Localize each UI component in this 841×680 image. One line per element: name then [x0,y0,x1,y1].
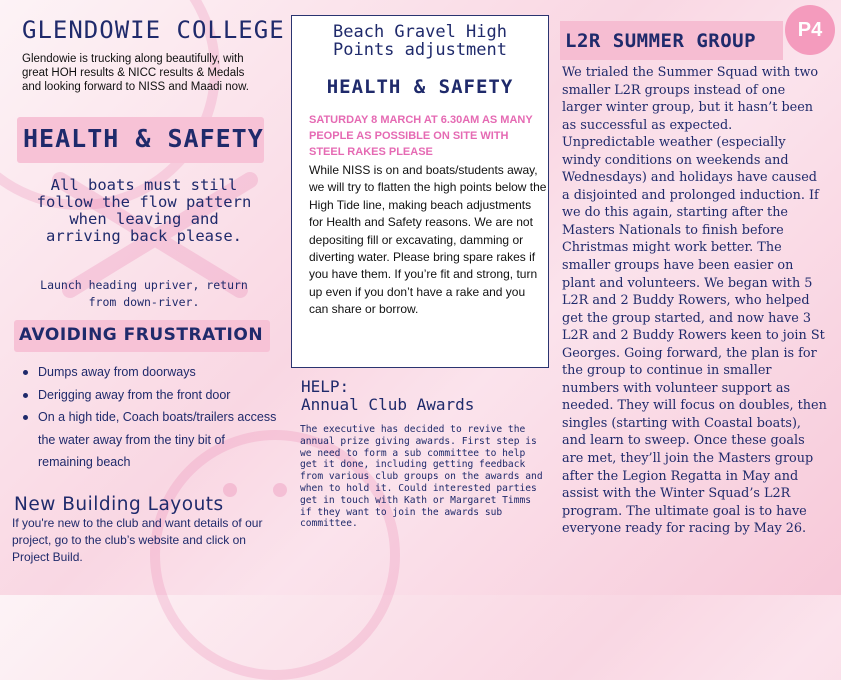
college-intro-text: Glendowie is trucking along beautifully, with great HOH results & NICC results & Medals and looking forward to NISS and Maadi now. [22,53,249,93]
health-safety-heading-center: HEALTH & SAFETY [326,76,514,98]
awards-title: Annual Club Awards [301,395,475,414]
frustration-list [20,361,282,474]
help-awards-heading [301,378,474,414]
launch-direction-notice: Launch heading upriver, return from down-river. [40,278,248,309]
l2r-heading: L2R SUMMER GROUP [565,30,757,52]
gravel-adjustment-text: While NISS is on and boats/students away, we will try to flatten the high points below the High Tide line, making beach adjustments for Health and Safety reasons. We are not depositing fill or excavating, damming or diverting water. Please bring spare rakes if you have them. If you’re fit and strong, turn up even if you don’t have a rake and you can share or borrow. [309,163,547,317]
avoiding-frustration-heading: AVOIDING FRUSTRATION [19,325,264,345]
awards-text: The executive has decided to revive the annual prize giving awards. First step is we need to form a sub committee to help get it done, including getting feedback from various club groups on the awards and when to hold it. Could interested parties get in touch with Kath or Margaret Timms if they want to join the awards sub committee. [300,424,543,530]
college-title: GLENDOWIE COLLEGE [22,16,285,44]
page-number-badge: P4 [785,5,835,55]
beach-gravel-heading: Beach Gravel High Points adjustment [333,22,507,60]
list-item: Dumps away from doorways [20,361,282,384]
health-safety-heading-left: HEALTH & SAFETY [23,124,264,153]
l2r-summary-text: We trialed the Summer Squad with two smaller L2R groups instead of one larger winter group, but it hasn’t been as successful as expected. Unpredictable weather (especially windy conditions on weekends and Wednesdays) and holidays have caused a disjointed and prolonged induction. If we do this again, starting after the Masters Nationals to finish before Christmas might work better. The smaller groups have been easier on plant and volunteers. We began with 5 L2R and 2 Buddy Rowers, who helped get the group started, and now have 3 L2R and 2 Buddy Rowers keen to join St Georges. Going forward, the plan is for the group to continue in smaller numbers with volunteer support as needed. They will focus on doubles, then singles (starting with Coastal boats), and learn to sweep. Once these goals are met, they’ll join the Masters group after the Legion Regatta in May and assist with the Winter Squad’s L2R program. The ultimate goal is to have everyone ready for racing by May 26. [562,65,827,537]
help-label: HELP: [301,377,350,396]
new-building-heading: New Building Layouts [14,494,224,515]
list-item: Derigging away from the front door [20,384,282,407]
boat-flow-notice: All boats must still follow the flow pattern when leaving and arriving back please. [36,176,252,245]
working-bee-notice: SATURDAY 8 MARCH AT 6.30AM AS MANY PEOPLE AS POSSIBLE ON SITE WITH STEEL RAKES PLEASE [309,114,533,158]
new-building-text: If you're new to the club and want details of our project, go to the club’s website and click on Project Build. [12,516,263,564]
list-item: On a high tide, Coach boats/trailers access the water away from the tiny bit of remaining beach [20,406,282,474]
